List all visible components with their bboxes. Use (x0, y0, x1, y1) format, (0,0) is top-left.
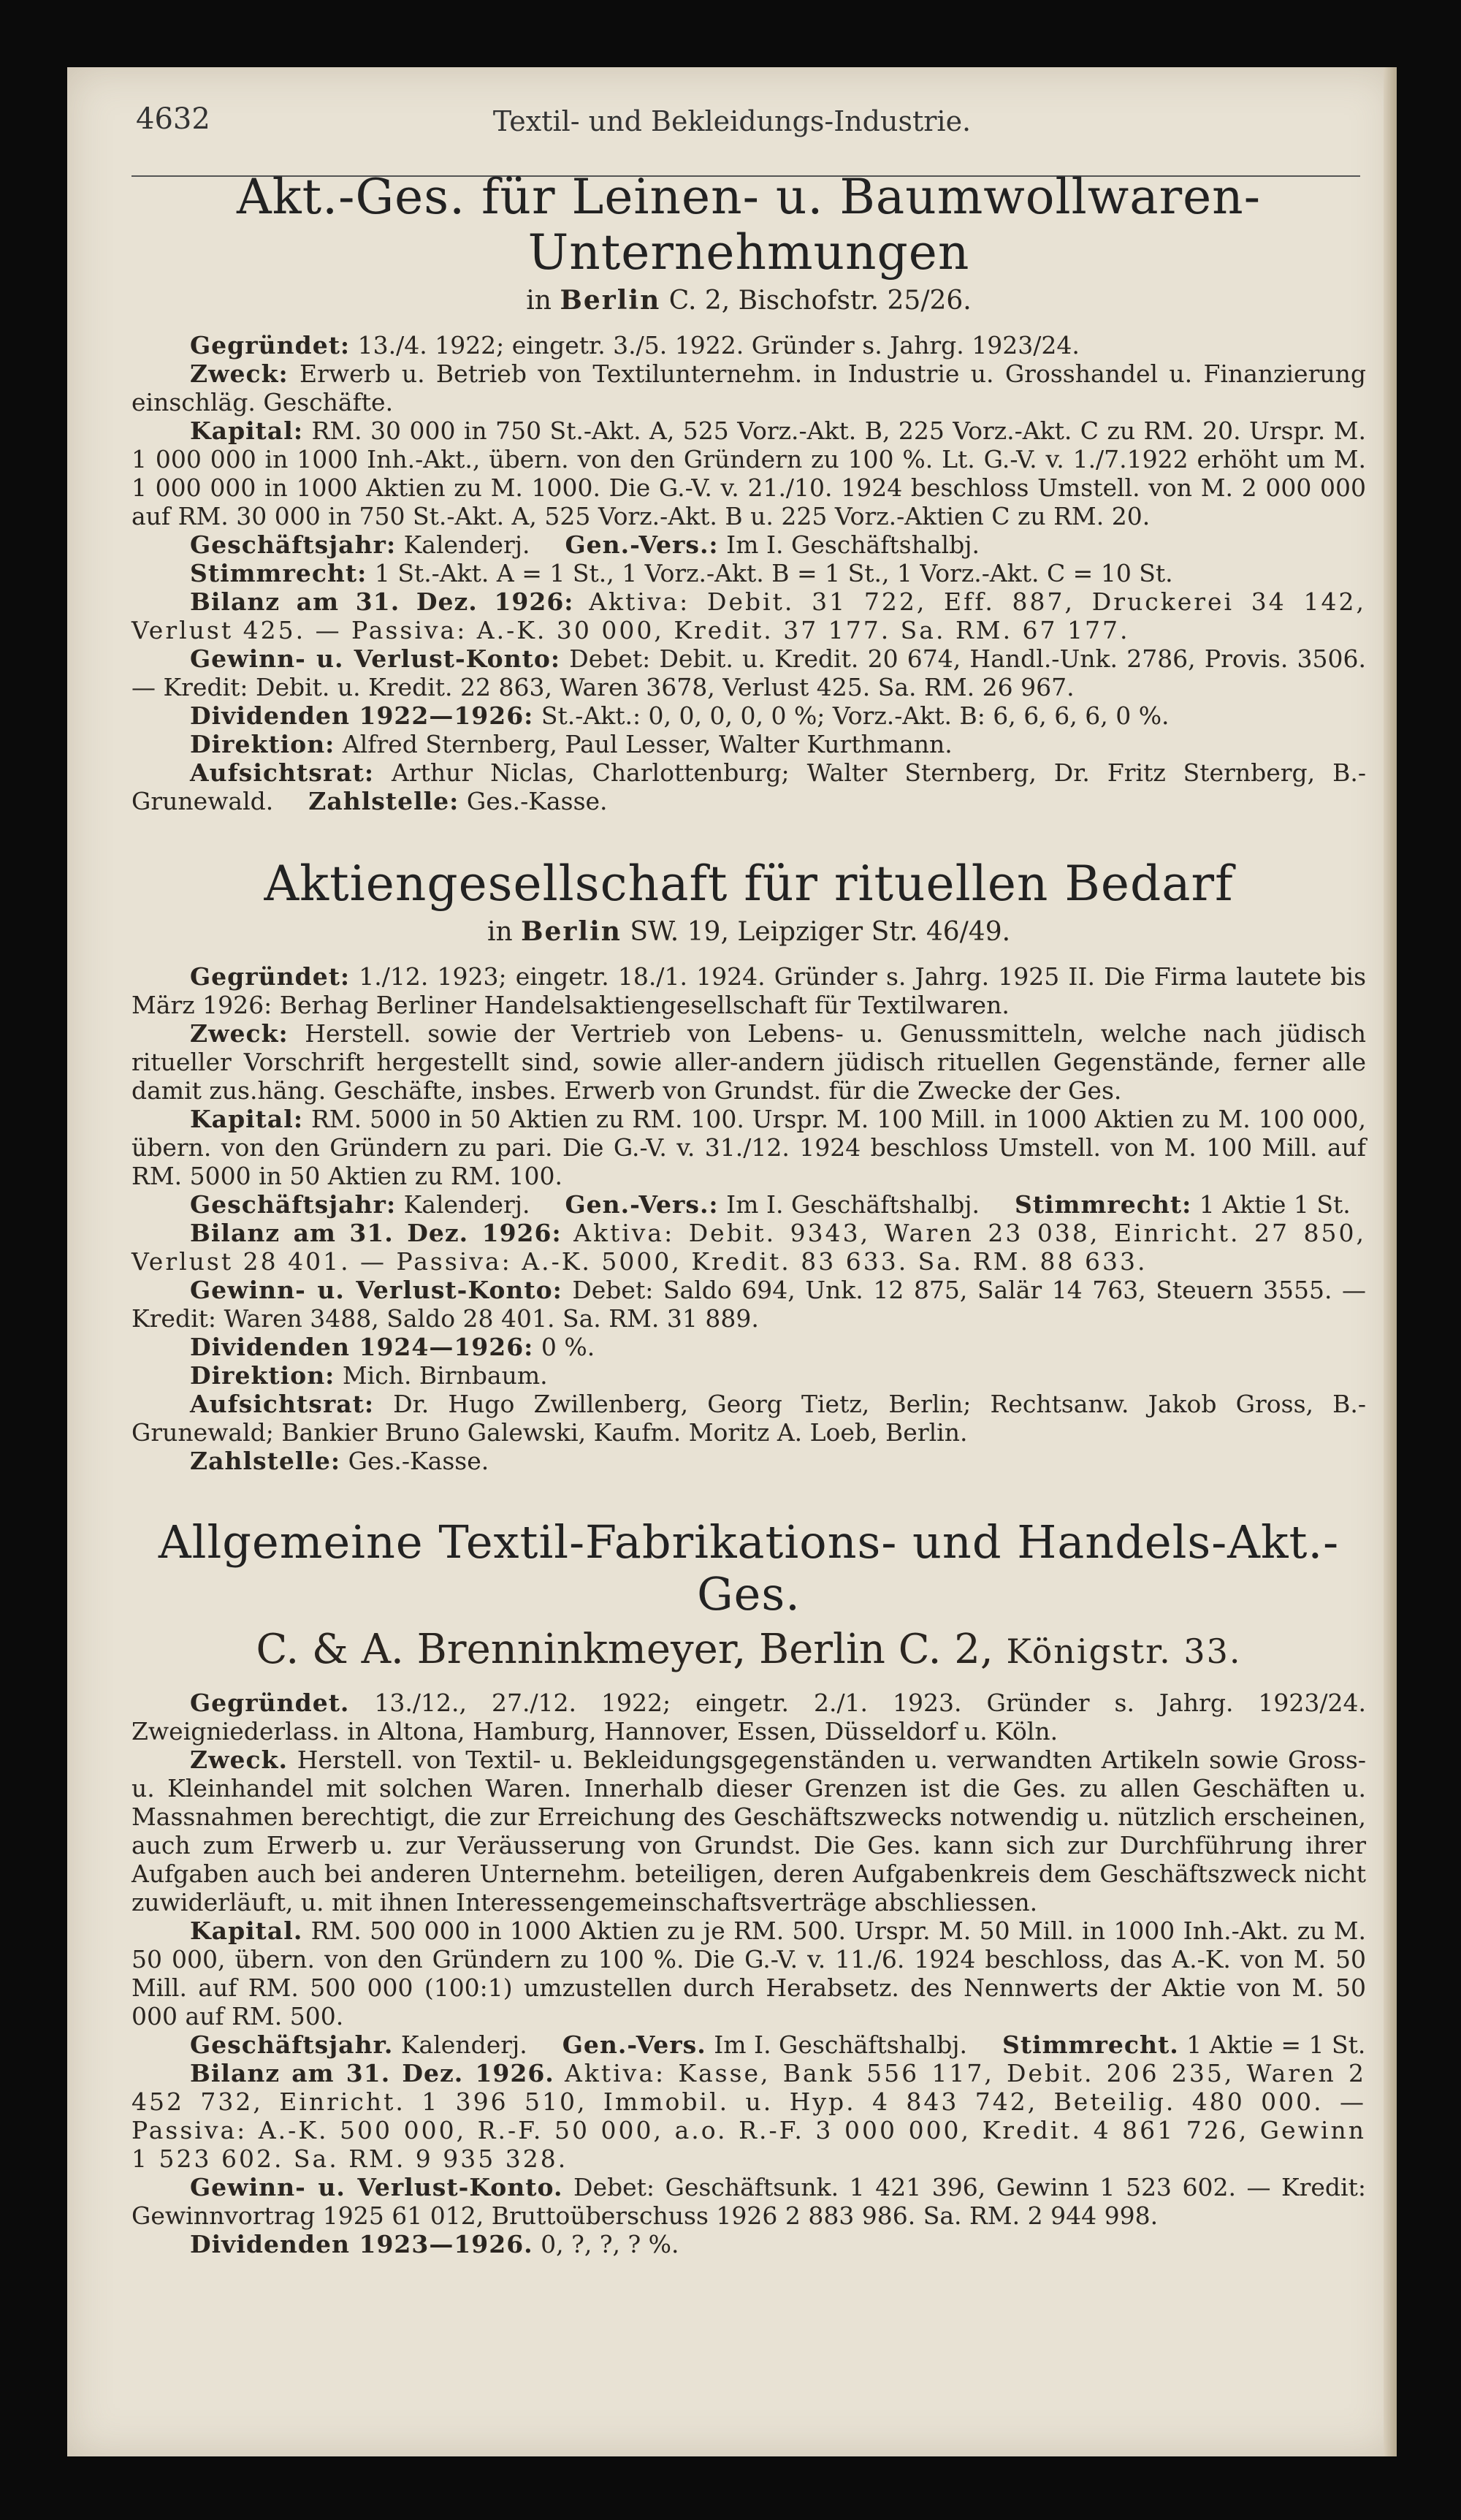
field-text: Herstell. von Textil- u. Bekleidungsgegenständen u. verwandten Artikeln sowie Gross- u. Kleinhandel mit solchen Waren. Innerhalb dieser Grenzen ist die Ges. zu allen Geschäften u. Massnahmen berechtigt, die zur Erreichung des Geschäftszwecks notwendig u. nützlich erscheinen, auch zum Erwerb u. zur Veräusserung von Grundst. Die Ges. kann sich zur Durchführung ihrer Aufgaben auch bei anderen Unternehm. beteiligen, deren Aufgabenkreis dem Geschäftszweck nicht zuwiderläuft, u. mit ihnen Interessengemeinschaftsverträge abschliessen. (131, 1745, 1366, 1916)
field-label: Zahlstelle: (308, 786, 459, 815)
location-city: Berlin (560, 284, 661, 316)
company-location (131, 285, 1366, 316)
field-label: Aufsichtsrat: (190, 1390, 375, 1419)
field-text: Kalenderj. (403, 1190, 530, 1219)
field-balance-sheet (131, 587, 1366, 644)
field-label: Gewinn- u. Verlust-Konto: (190, 644, 561, 673)
field-label: Geschäftsjahr: (190, 530, 397, 559)
field-text: 1 Aktie = 1 St. (1186, 2030, 1366, 2059)
running-title: Textil- und Bekleidungs-Industrie. (492, 105, 972, 137)
field-capital (131, 1916, 1366, 2030)
field-founded (131, 331, 1366, 359)
location-prefix: in (526, 285, 552, 316)
field-text: Debet: Saldo 694, Unk. 12 875, Salär 14 763, Steuern 3555. — Kredit: Waren 3488, Saldo 28 401. Sa. RM. 31 889. (131, 1276, 1366, 1333)
field-label: Stimmrecht: (190, 558, 367, 587)
field-supervisory-board (131, 1390, 1366, 1447)
field-label: Bilanz am 31. Dez. 1926: (190, 587, 574, 616)
field-text: 0, ?, ?, ? %. (541, 2229, 679, 2258)
field-label: Gegründet: (190, 962, 351, 991)
field-text: Aktiva: Debit. 9343, Waren 23 038, Einricht. 27 850, Verlust 28 401. — Passiva: A.-K. 5000, Kredit. 83 633. Sa. RM. 88 633. (131, 1219, 1366, 1276)
field-founded (131, 1689, 1366, 1746)
field-text: Im I. Geschäftshalbj. (714, 2030, 968, 2059)
field-label: Dividenden 1924—1926: (190, 1333, 534, 1362)
field-founded (131, 962, 1366, 1019)
location-prefix: in (487, 916, 513, 947)
field-text: Debet: Geschäftsunk. 1 421 396, Gewinn 1 523 602. — Kredit: Gewinnvortrag 1925 61 012, Bruttoüberschuss 1926 2 883 986. Sa. RM. 2 944 998. (131, 2172, 1366, 2230)
field-label: Dividenden 1922—1926: (190, 701, 534, 730)
field-label: Bilanz am 31. Dez. 1926: (190, 1219, 562, 1248)
field-label: Zweck: (190, 359, 289, 388)
field-text: Ges.-Kasse. (348, 1447, 489, 1476)
field-management (131, 730, 1366, 758)
field-text: Alfred Sternberg, Paul Lesser, Walter Kurthmann. (342, 729, 953, 758)
field-label: Kapital: (190, 1105, 304, 1134)
field-text: 1./12. 1923; eingetr. 18./1. 1924. Gründer s. Jahrg. 1925 II. Die Firma lautete bis März 1926: Berhag Berliner Handelsaktiengesellschaft für Textilwaren. (131, 962, 1366, 1020)
field-text: RM. 5000 in 50 Aktien zu RM. 100. Urspr. M. 100 Mill. in 1000 Aktien zu M. 100 000, übern. von den Gründern zu pari. Die G.-V. v. 31./12. 1924 beschloss Umstell. von M. 100 Mill. auf RM. 5000 in 50 Aktien zu RM. 100. (131, 1105, 1367, 1191)
field-label: Gegründet. (190, 1688, 350, 1717)
field-capital (131, 416, 1366, 530)
field-text: Aktiva: Debit. 31 722, Eff. 887, Druckerei 34 142, Verlust 425. — Passiva: A.-K. 30 000, Kredit. 37 177. Sa. RM. 67 177. (131, 587, 1366, 644)
field-purpose (131, 359, 1366, 416)
field-text: Kalenderj. (400, 2030, 527, 2059)
field-text: Aktiva: Kasse, Bank 556 117, Debit. 206 235, Waren 2 452 732, Einricht. 1 396 510, Immobil. u. Hyp. 4 843 742, Beteilig. 480 000. — Passiva: A.-K. 500 000, R.-F. 50 000, a.o. R.-F. 3 000 000, Kredit. 4 861 726, Gewinn 1 523 602. Sa. RM. 9 935 328. (131, 2058, 1367, 2173)
field-dividends (131, 701, 1366, 730)
field-label: Direktion: (190, 1361, 335, 1390)
field-label: Aufsichtsrat: (190, 758, 375, 787)
company-entry (131, 170, 1366, 815)
field-text: 1 St.-Akt. A = 1 St., 1 Vorz.-Akt. B = 1 St., 1 Vorz.-Akt. C = 10 St. (374, 558, 1173, 587)
field-text: RM. 500 000 in 1000 Aktien zu je RM. 500. Urspr. M. 50 Mill. in 1000 Inh.-Akt. zu M. 50 000, übern. von den Gründern zu 100 %. Die G.-V. v. 11./6. 1924 beschloss, das A.-K. von M. 50 Mill. auf RM. 500 000 (100:1) umzustellen durch Herabsetz. des Nennwerts der Aktie von M. 50 000 auf RM. 500. (131, 1916, 1366, 2030)
running-header (67, 102, 1397, 146)
company-location (131, 1625, 1366, 1674)
field-voting-rights (131, 559, 1366, 587)
field-label: Zahlstelle: (190, 1447, 341, 1476)
location-street: Königstr. 33. (1006, 1631, 1242, 1671)
field-balance-sheet (131, 2059, 1366, 2173)
page-number: 4632 (136, 102, 210, 136)
field-label: Gen.-Vers. (562, 2030, 706, 2059)
field-balance-sheet (131, 1219, 1366, 1276)
field-label: Stimmrecht. (1002, 2030, 1179, 2059)
field-text: Ges.-Kasse. (466, 786, 608, 815)
field-label: Gewinn- u. Verlust-Konto. (190, 2172, 563, 2201)
field-label: Zweck. (190, 1745, 288, 1774)
field-fiscal-year (131, 1190, 1366, 1219)
field-text: Dr. Hugo Zwillenberg, Georg Tietz, Berlin; Rechtsanw. Jakob Gross, B.-Grunewald; Bankier Bruno Galewski, Kaufm. Moritz A. Loeb, Berlin. (131, 1390, 1366, 1447)
location-city: Berlin (521, 916, 622, 947)
field-text: Erwerb u. Betrieb von Textilunternehm. in Industrie u. Grosshandel u. Finanzierung einschläg. Geschäfte. (131, 359, 1366, 416)
field-text: Arthur Niclas, Charlottenburg; Walter Sternberg, Dr. Fritz Sternberg, B.-Grunewald. (131, 758, 1366, 815)
location-address: C. 2, Bischofstr. 25/26. (668, 285, 972, 316)
field-label: Stimmrecht: (1014, 1190, 1192, 1219)
field-profit-loss (131, 644, 1366, 701)
field-label: Direktion: (190, 729, 335, 758)
book-page (67, 67, 1397, 2456)
field-capital (131, 1105, 1366, 1190)
location-address: SW. 19, Leipziger Str. 46/49. (630, 916, 1011, 947)
company-entry (131, 856, 1366, 1475)
field-label: Kapital: (190, 416, 304, 445)
field-text: 0 %. (541, 1333, 595, 1362)
field-text: Herstell. sowie der Vertrieb von Lebens- u. Genussmitteln, welche nach jüdisch ritueller Vorschrift hergestellt sind, sowie aller-andern jüdisch rituellen Gegenstände, ferner alle damit zus.häng. Geschäfte, insbes. Erwerb von Grundst. für die Zwecke der Ges. (131, 1019, 1366, 1105)
company-title: Akt.-Ges. für Leinen- u. Baumwollwaren-Unternehmungen (237, 169, 1261, 281)
field-text: Im I. Geschäftshalbj. (726, 1190, 980, 1219)
field-text: St.-Akt.: 0, 0, 0, 0, 0 %; Vorz.-Akt. B: 6, 6, 6, 6, 0 %. (541, 701, 1170, 730)
field-label: Dividenden 1923—1926. (190, 2229, 533, 2258)
field-label: Geschäftsjahr. (190, 2030, 394, 2059)
field-paying-agent (131, 1447, 1366, 1475)
field-label: Bilanz am 31. Dez. 1926. (190, 2058, 554, 2087)
field-text: RM. 30 000 in 750 St.-Akt. A, 525 Vorz.-Akt. B, 225 Vorz.-Akt. C zu RM. 20. Urspr. M. 1 000 000 in 1000 Inh.-Akt., übern. von den Gründern zu 100 %. Lt. G.-V. v. 1./7.1922 erhöht um M. 1 000 000 in 1000 Aktien zu M. 1000. Die G.-V. v. 21./10. 1924 beschloss Umstell. von M. 2 000 000 auf RM. 30 000 in 750 St.-Akt. A, 525 Vorz.-Akt. B u. 225 Vorz.-Aktien C zu RM. 20. (131, 416, 1366, 530)
field-text: 1 Aktie 1 St. (1199, 1190, 1351, 1219)
page-content (131, 170, 1366, 2299)
field-text: Kalenderj. (403, 530, 530, 559)
field-fiscal-year (131, 2030, 1366, 2059)
field-text: 13./12., 27./12. 1922; eingetr. 2./1. 1923. Gründer s. Jahrg. 1923/24. Zweigniederlass. in Altona, Hamburg, Hannover, Essen, Düsseldorf u. Köln. (131, 1688, 1367, 1746)
field-text: Debet: Debit. u. Kredit. 20 674, Handl.-Unk. 2786, Provis. 3506. — Kredit: Debit. u. Kredit. 22 863, Waren 3678, Verlust 425. Sa. RM. 26 967. (131, 644, 1366, 701)
field-label: Geschäftsjahr: (190, 1190, 397, 1219)
company-title: Aktiengesellschaft für rituellen Bedarf (264, 855, 1234, 912)
field-label: Kapital. (190, 1916, 303, 1945)
field-label: Gen.-Vers.: (565, 1190, 719, 1219)
field-supervisory-board (131, 758, 1366, 815)
field-label: Gen.-Vers.: (565, 530, 719, 559)
field-text: Im I. Geschäftshalbj. (726, 530, 980, 559)
location-line: C. & A. Brenninkmeyer, Berlin C. 2, (256, 1625, 993, 1673)
company-title: Allgemeine Textil-Fabrikations- und Handels-Akt.-Ges. (158, 1515, 1340, 1621)
company-location (131, 916, 1366, 948)
field-profit-loss (131, 2173, 1366, 2230)
field-profit-loss (131, 1276, 1366, 1333)
field-fiscal-year (131, 530, 1366, 559)
field-label: Zweck: (190, 1019, 289, 1048)
company-entry (131, 1516, 1366, 2258)
field-label: Gewinn- u. Verlust-Konto: (190, 1276, 562, 1305)
field-management (131, 1361, 1366, 1390)
field-purpose (131, 1746, 1366, 1916)
field-label: Gegründet: (190, 330, 351, 359)
field-dividends (131, 1333, 1366, 1361)
field-dividends (131, 2230, 1366, 2258)
field-purpose (131, 1019, 1366, 1105)
field-text: Mich. Birnbaum. (342, 1361, 548, 1390)
field-text: 13./4. 1922; eingetr. 3./5. 1922. Gründer s. Jahrg. 1923/24. (357, 330, 1080, 359)
page-edge (1384, 67, 1397, 2456)
